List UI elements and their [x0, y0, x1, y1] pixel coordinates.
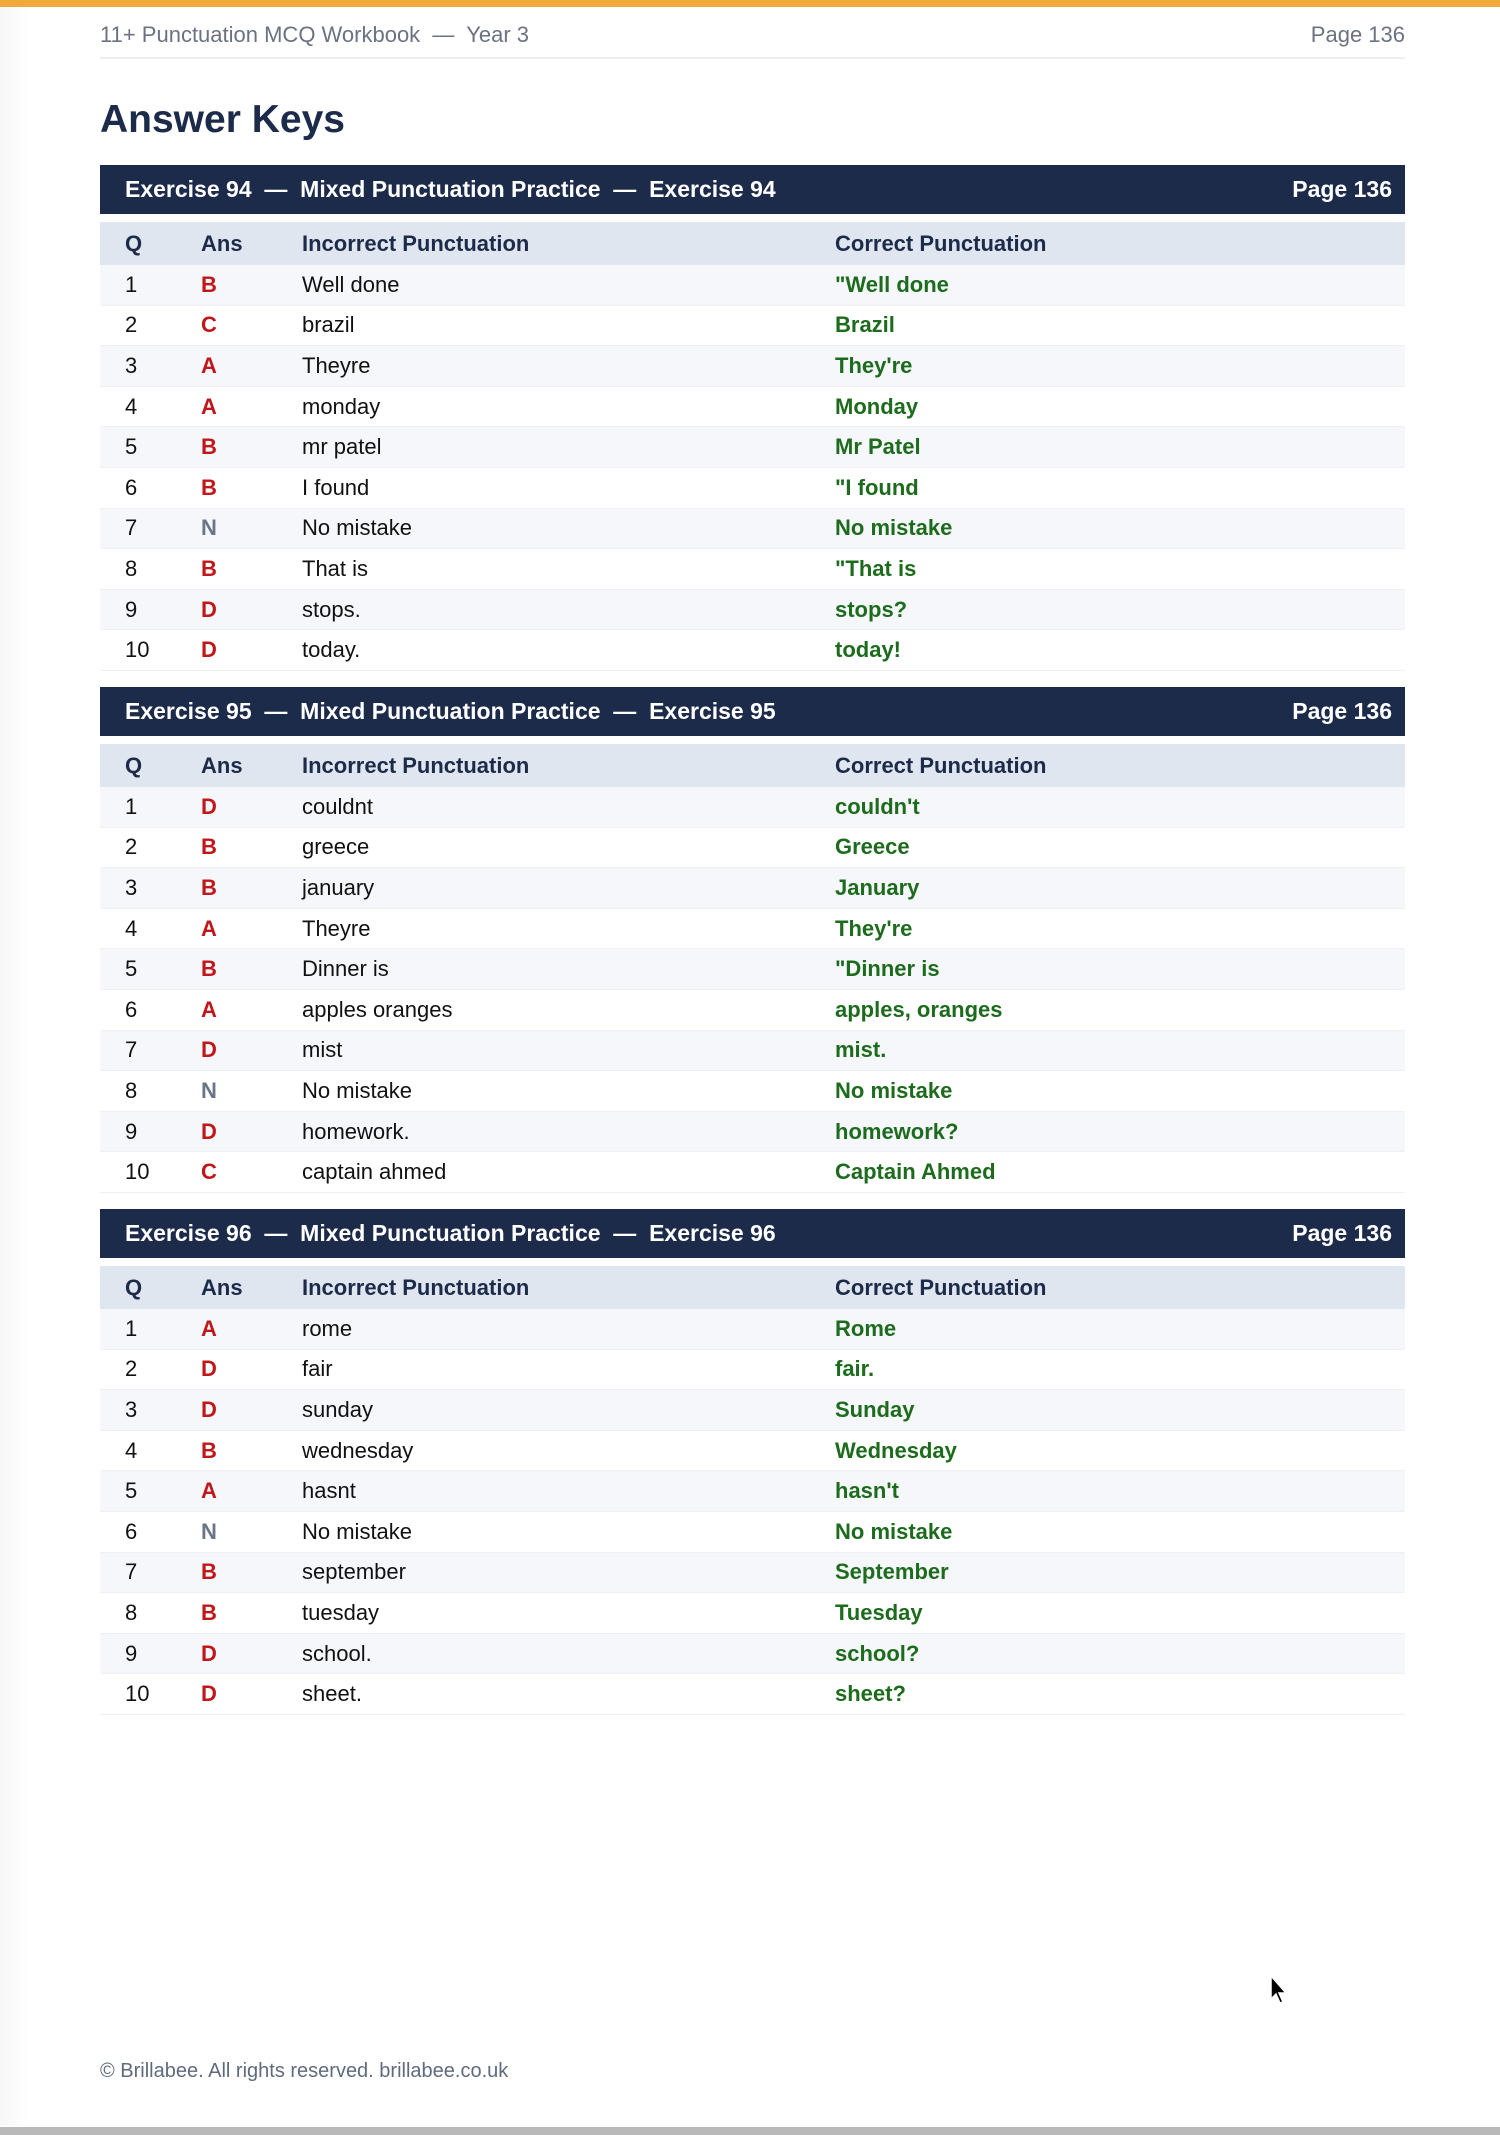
col-q: Q: [125, 1274, 143, 1300]
answer-letter: B: [201, 834, 217, 860]
incorrect-text: brazil: [302, 312, 355, 338]
col-ans: Ans: [201, 1274, 243, 1300]
incorrect-text: Well done: [302, 271, 400, 297]
answer-letter: A: [201, 1315, 217, 1341]
answer-table-body: [100, 787, 1405, 1193]
question-number: 6: [125, 474, 138, 500]
answer-letter: D: [201, 1681, 217, 1707]
answer-row: [100, 1593, 1405, 1634]
incorrect-text: captain ahmed: [302, 1159, 447, 1185]
answer-table-body: [100, 1309, 1405, 1715]
answer-letter: B: [201, 555, 217, 581]
answer-row: [100, 387, 1405, 428]
question-number: 5: [125, 434, 138, 460]
incorrect-text: wednesday: [302, 1437, 414, 1463]
answer-letter: D: [201, 637, 217, 663]
window-bottom-edge: [0, 2127, 1500, 2135]
answer-row: [100, 1152, 1405, 1193]
correct-text: September: [835, 1559, 949, 1585]
answer-row: [100, 828, 1405, 869]
exercise-header-bar: [100, 165, 1405, 214]
exercise-header-bar: [100, 1209, 1405, 1258]
question-number: 2: [125, 312, 138, 338]
question-number: 4: [125, 915, 138, 941]
correct-text: They're: [835, 352, 913, 378]
answer-row: [100, 265, 1405, 306]
answer-row: [100, 468, 1405, 509]
exercise-title: Exercise 94 — Mixed Punctuation Practice — Exercise 94: [125, 176, 776, 202]
question-number: 1: [125, 793, 138, 819]
col-incorrect: Incorrect Punctuation: [302, 230, 530, 256]
incorrect-text: I found: [302, 474, 370, 500]
question-number: 9: [125, 1640, 138, 1666]
incorrect-text: school.: [302, 1640, 372, 1666]
answer-row: [100, 630, 1405, 671]
exercise-title: Exercise 96 — Mixed Punctuation Practice — Exercise 96: [125, 1220, 776, 1246]
copyright-footer: © Brillabee. All rights reserved. brillabee.co.uk: [100, 2060, 509, 2082]
answer-letter: D: [201, 1356, 217, 1382]
answer-letter: B: [201, 474, 217, 500]
correct-text: No mistake: [835, 1518, 953, 1544]
question-number: 7: [125, 515, 138, 541]
answer-row: [100, 787, 1405, 828]
answer-letter: A: [201, 352, 217, 378]
answer-letter: D: [201, 793, 217, 819]
correct-text: mist.: [835, 1037, 887, 1063]
incorrect-text: hasnt: [302, 1478, 356, 1504]
question-number: 6: [125, 996, 138, 1022]
correct-text: No mistake: [835, 515, 953, 541]
correct-text: No mistake: [835, 1077, 953, 1103]
answer-letter: A: [201, 393, 217, 419]
incorrect-text: tuesday: [302, 1599, 380, 1625]
col-ans: Ans: [201, 230, 243, 256]
question-number: 9: [125, 596, 138, 622]
correct-text: "Well done: [835, 271, 949, 297]
answer-row: [100, 1634, 1405, 1675]
incorrect-text: Theyre: [302, 915, 371, 941]
incorrect-text: monday: [302, 393, 381, 419]
answer-row: [100, 1431, 1405, 1472]
correct-text: Brazil: [835, 312, 895, 338]
col-q: Q: [125, 230, 143, 256]
answer-row: [100, 427, 1405, 468]
correct-text: sheet?: [835, 1681, 906, 1707]
question-number: 1: [125, 271, 138, 297]
answer-letter: B: [201, 956, 217, 982]
answer-letter: N: [201, 515, 217, 541]
incorrect-text: No mistake: [302, 1077, 413, 1103]
answer-row: [100, 346, 1405, 387]
answer-row: [100, 549, 1405, 590]
correct-text: hasn't: [835, 1478, 899, 1504]
answer-row: [100, 590, 1405, 631]
question-number: 10: [125, 637, 150, 663]
correct-text: apples, oranges: [835, 996, 1003, 1022]
answer-letter: A: [201, 1478, 217, 1504]
question-number: 2: [125, 1356, 138, 1382]
correct-text: Sunday: [835, 1396, 915, 1422]
correct-text: Tuesday: [835, 1599, 923, 1625]
incorrect-text: No mistake: [302, 515, 413, 541]
answer-row: [100, 1031, 1405, 1072]
answer-letter: B: [201, 874, 217, 900]
table-header: [100, 744, 1405, 787]
exercise-section: [100, 1209, 1405, 1715]
question-number: 2: [125, 834, 138, 860]
answer-letter: D: [201, 1118, 217, 1144]
mouse-cursor-icon: [1270, 1975, 1290, 2010]
correct-text: "Dinner is: [835, 956, 940, 982]
question-number: 8: [125, 1599, 138, 1625]
correct-text: homework?: [835, 1118, 959, 1144]
question-number: 1: [125, 1315, 138, 1341]
correct-text: school?: [835, 1640, 920, 1666]
exercise-section: [100, 687, 1405, 1193]
answer-row: [100, 1553, 1405, 1594]
answer-row: [100, 1071, 1405, 1112]
correct-text: couldn't: [835, 793, 920, 819]
question-number: 4: [125, 393, 138, 419]
answer-letter: D: [201, 596, 217, 622]
incorrect-text: couldnt: [302, 793, 373, 819]
exercise-page: Page 136: [1292, 698, 1392, 724]
col-incorrect: Incorrect Punctuation: [302, 752, 530, 778]
correct-text: stops?: [835, 596, 908, 622]
answer-row: [100, 306, 1405, 347]
question-number: 8: [125, 555, 138, 581]
col-incorrect: Incorrect Punctuation: [302, 1274, 530, 1300]
answer-letter: B: [201, 1437, 217, 1463]
answer-letter: A: [201, 996, 217, 1022]
answer-letter: B: [201, 434, 217, 460]
incorrect-text: homework.: [302, 1118, 410, 1144]
answer-row: [100, 909, 1405, 950]
incorrect-text: fair: [302, 1356, 333, 1382]
correct-text: "I found: [835, 474, 919, 500]
exercise-header-bar: [100, 687, 1405, 736]
question-number: 4: [125, 1437, 138, 1463]
question-number: 6: [125, 1518, 138, 1544]
question-number: 9: [125, 1118, 138, 1144]
incorrect-text: apples oranges: [302, 996, 453, 1022]
answer-row: [100, 509, 1405, 550]
answer-row: [100, 1309, 1405, 1350]
correct-text: Greece: [835, 834, 910, 860]
answer-letter: B: [201, 1599, 217, 1625]
running-header: [100, 22, 1405, 59]
question-number: 3: [125, 1396, 138, 1422]
table-header: [100, 1266, 1405, 1309]
col-ans: Ans: [201, 752, 243, 778]
incorrect-text: That is: [302, 555, 369, 581]
incorrect-text: sheet.: [302, 1681, 362, 1707]
workbook-title: 11+ Punctuation MCQ Workbook — Year 3: [100, 22, 530, 47]
correct-text: Rome: [835, 1315, 897, 1341]
incorrect-text: No mistake: [302, 1518, 413, 1544]
incorrect-text: Theyre: [302, 352, 371, 378]
answer-row: [100, 1390, 1405, 1431]
correct-text: Wednesday: [835, 1437, 957, 1463]
answer-row: [100, 1471, 1405, 1512]
correct-text: They're: [835, 915, 913, 941]
incorrect-text: september: [302, 1559, 406, 1585]
page-title: Answer Keys: [100, 98, 345, 141]
question-number: 3: [125, 352, 138, 378]
answer-letter: C: [201, 1159, 217, 1185]
question-number: 7: [125, 1559, 138, 1585]
answer-letter: B: [201, 1559, 217, 1585]
exercise-page: Page 136: [1292, 176, 1392, 202]
col-correct: Correct Punctuation: [835, 230, 1047, 256]
answer-row: [100, 949, 1405, 990]
answer-letter: C: [201, 312, 217, 338]
incorrect-text: january: [302, 874, 375, 900]
exercise-title: Exercise 95 — Mixed Punctuation Practice — Exercise 95: [125, 698, 776, 724]
exercise-section: [100, 165, 1405, 671]
answer-row: [100, 990, 1405, 1031]
question-number: 8: [125, 1077, 138, 1103]
correct-text: fair.: [835, 1356, 875, 1382]
incorrect-text: Dinner is: [302, 956, 389, 982]
correct-text: Monday: [835, 393, 919, 419]
answer-row: [100, 1112, 1405, 1153]
answer-letter: D: [201, 1640, 217, 1666]
answer-letter: D: [201, 1037, 217, 1063]
accent-bar: [0, 0, 1500, 7]
incorrect-text: today.: [302, 637, 361, 663]
question-number: 5: [125, 956, 138, 982]
incorrect-text: rome: [302, 1315, 353, 1341]
answer-letter: A: [201, 915, 217, 941]
question-number: 7: [125, 1037, 138, 1063]
answer-letter: N: [201, 1518, 217, 1544]
answer-letter: N: [201, 1077, 217, 1103]
answer-row: [100, 1512, 1405, 1553]
correct-text: January: [835, 874, 920, 900]
col-correct: Correct Punctuation: [835, 1274, 1047, 1300]
question-number: 5: [125, 1478, 138, 1504]
incorrect-text: mr patel: [302, 434, 382, 460]
col-q: Q: [125, 752, 143, 778]
exercise-page: Page 136: [1292, 1220, 1392, 1246]
col-correct: Correct Punctuation: [835, 752, 1047, 778]
question-number: 10: [125, 1681, 150, 1707]
answer-letter: D: [201, 1396, 217, 1422]
correct-text: Captain Ahmed: [835, 1159, 996, 1185]
correct-text: today!: [835, 637, 901, 663]
question-number: 10: [125, 1159, 150, 1185]
answer-row: [100, 1350, 1405, 1391]
question-number: 3: [125, 874, 138, 900]
correct-text: "That is: [835, 555, 917, 581]
table-header: [100, 222, 1405, 265]
incorrect-text: sunday: [302, 1396, 373, 1422]
correct-text: Mr Patel: [835, 434, 921, 460]
answer-row: [100, 1674, 1405, 1715]
incorrect-text: greece: [302, 834, 370, 860]
answer-table-body: [100, 265, 1405, 671]
answer-letter: B: [201, 271, 217, 297]
answer-row: [100, 868, 1405, 909]
incorrect-text: stops.: [302, 596, 361, 622]
page-number: Page 136: [1310, 22, 1405, 47]
incorrect-text: mist: [302, 1037, 343, 1063]
